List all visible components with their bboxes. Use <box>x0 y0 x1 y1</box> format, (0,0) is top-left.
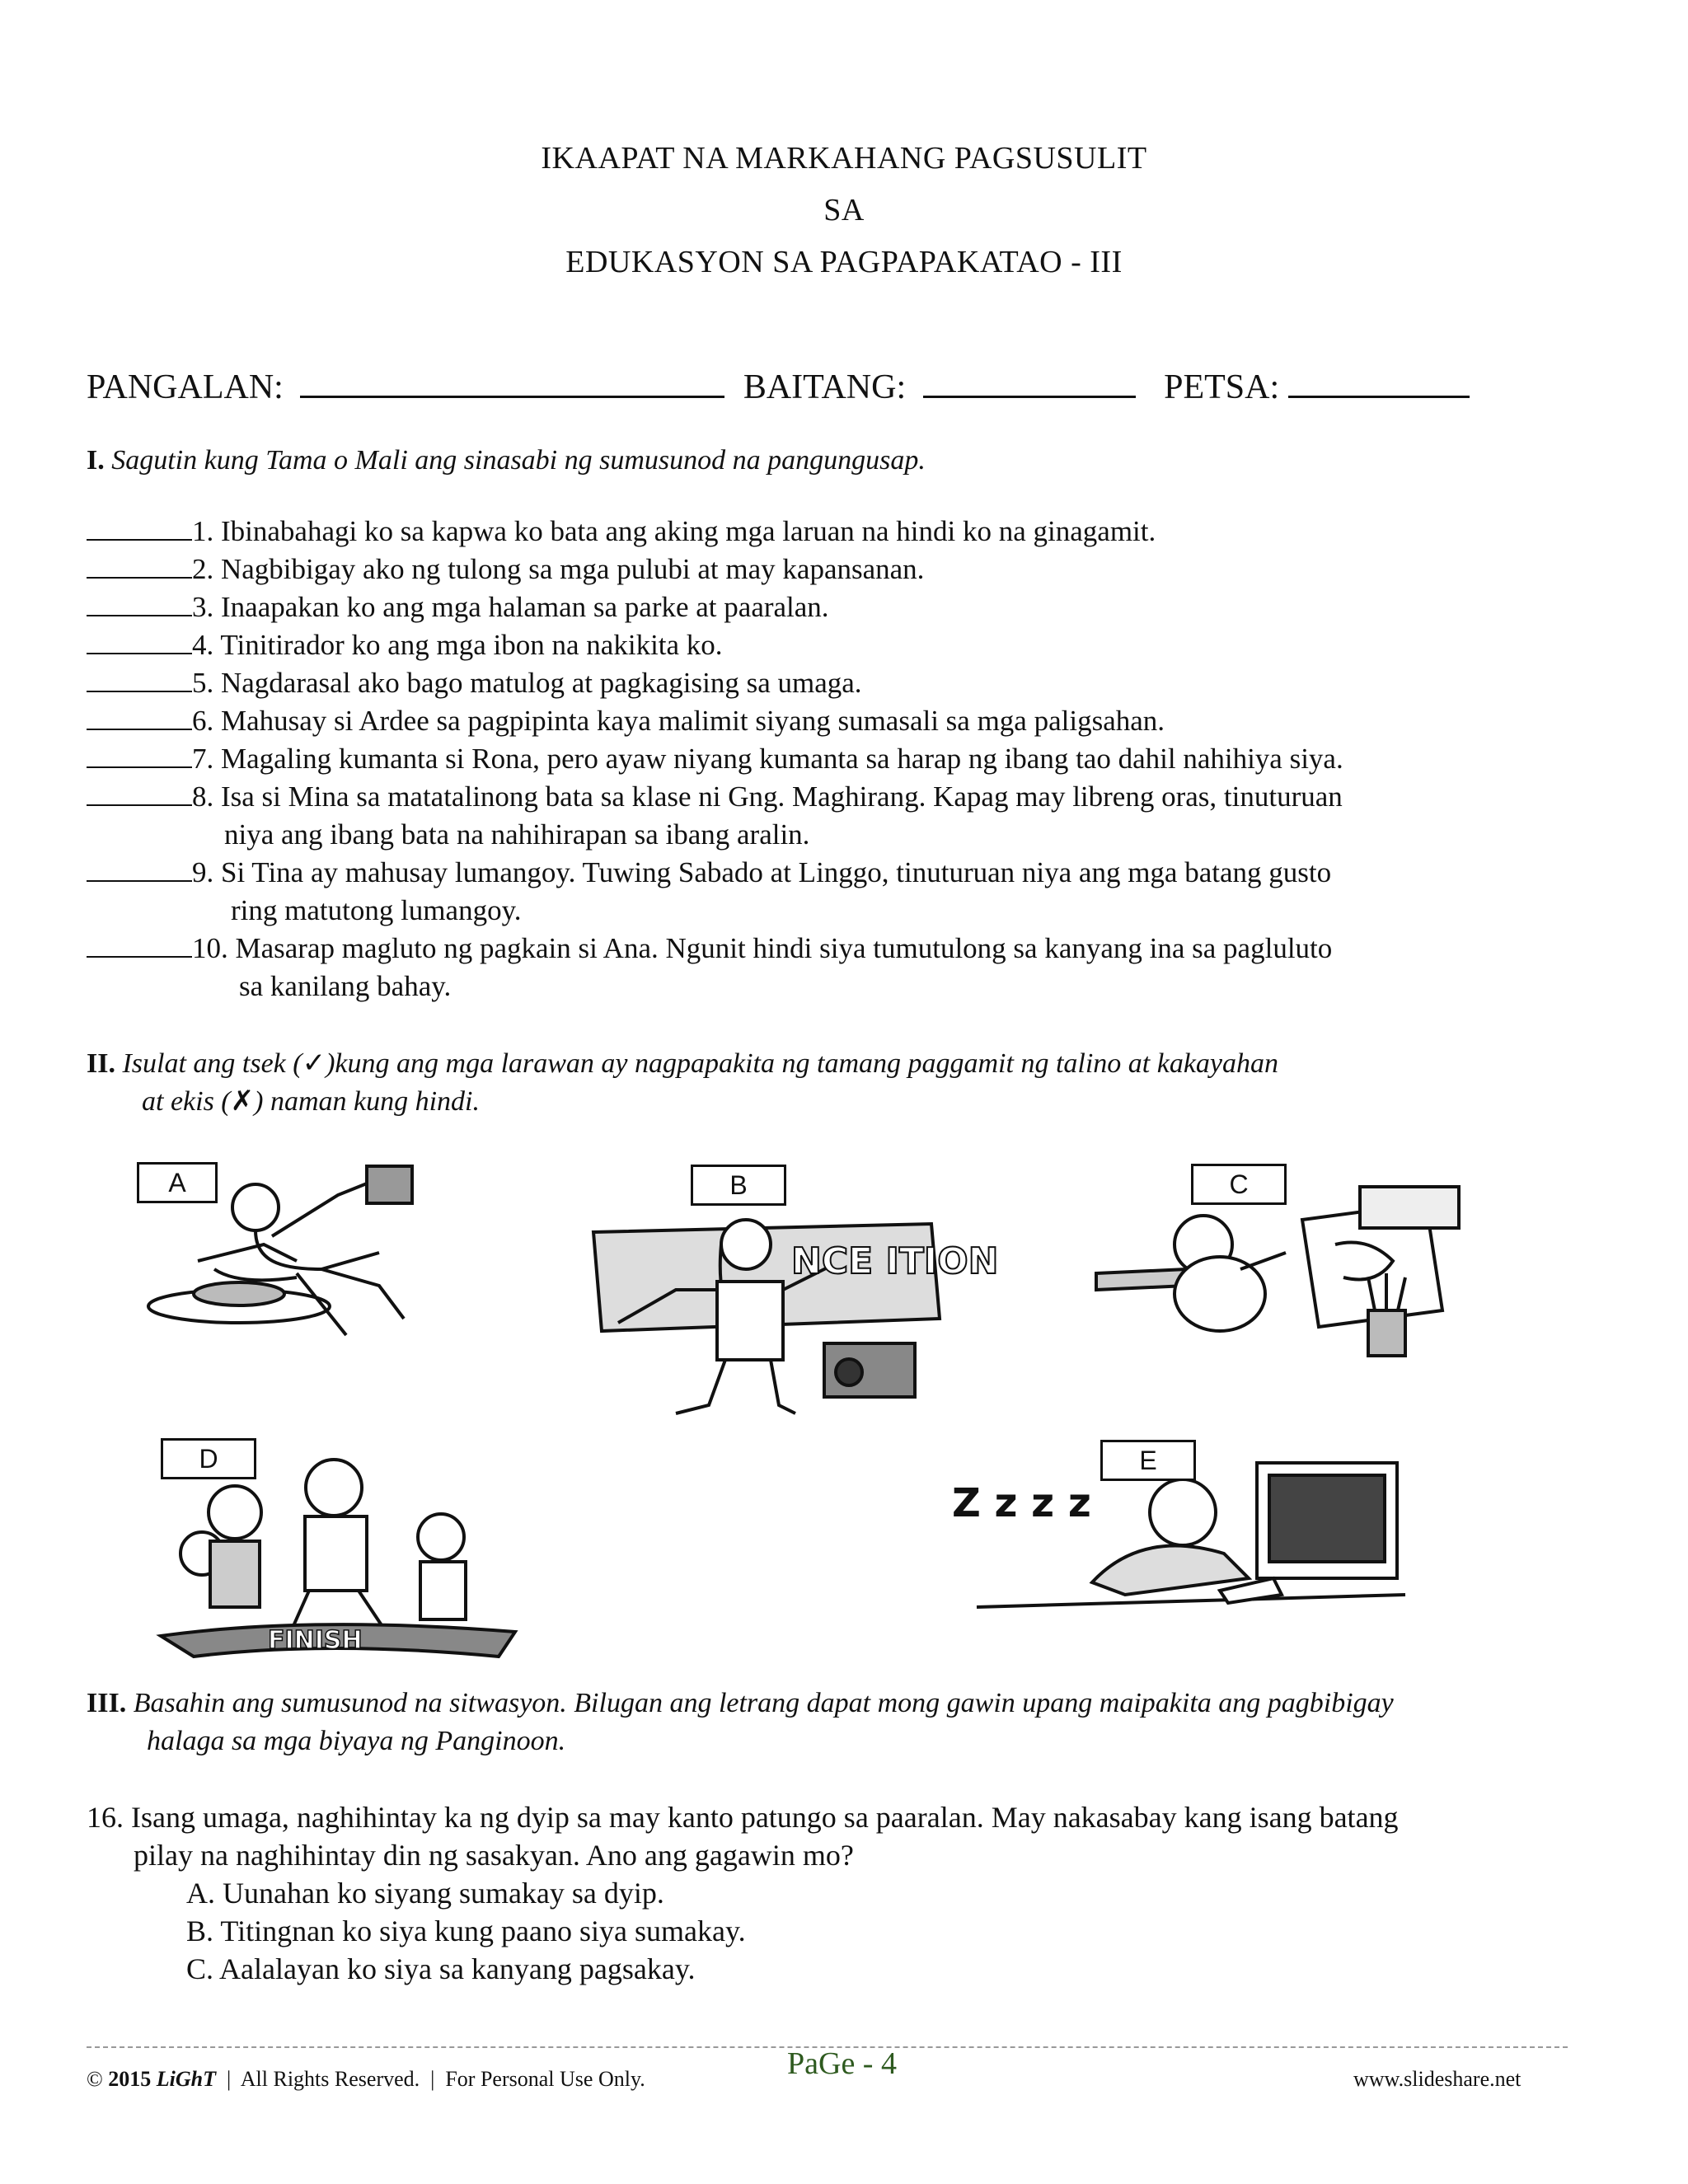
section-3-instruction <box>87 1688 1394 1719</box>
picture-e-label: E <box>1100 1440 1196 1481</box>
question-item <box>87 705 1165 738</box>
name-field[interactable] <box>300 363 724 398</box>
date-label: PETSA: <box>1164 368 1280 406</box>
section-2-text-a: Isulat ang tsek ( <box>122 1048 302 1079</box>
picture-b-label: B <box>691 1165 786 1206</box>
section-2-instruction-cont <box>142 1085 480 1118</box>
question-text: 6. Mahusay si Ardee sa pagpipinta kaya malimit siyang sumasali sa mga paligsahan. <box>192 705 1165 737</box>
student-info-row <box>87 363 1470 407</box>
title-line-3: EDUKASYON SA PAGPAPAKATAO - III <box>565 245 1123 279</box>
check-mark-icon: ✓ <box>302 1047 326 1080</box>
question-item <box>87 515 1156 548</box>
section-3-text: Basahin ang sumusunod na sitwasyon. Bilugan ang letrang dapat mong gawin upang maipakita ang pagbibigay <box>133 1688 1394 1718</box>
question-continuation: sa kanilang bahay. <box>239 970 452 1002</box>
section-1-instruction <box>87 445 926 476</box>
question-item <box>87 553 924 586</box>
footer-brand: LiGhT <box>156 2067 216 2091</box>
cross-mark-icon: ✗ <box>230 1085 255 1118</box>
footer-copyright <box>87 2067 645 2092</box>
picture-c <box>1096 1162 1475 1360</box>
question-item <box>87 667 862 700</box>
answer-blank[interactable] <box>87 554 192 579</box>
picture-d-label: D <box>161 1438 256 1479</box>
question-text: 8. Isa si Mina sa matatalinong bata sa klase ni Gng. Maghirang. Kapag may libreng oras, tinuturuan <box>192 780 1343 813</box>
copyright-icon: © <box>87 2067 103 2091</box>
question-text: 3. Inaapakan ko ang mga halaman sa parke at paaralan. <box>192 591 829 623</box>
section-2-text-c: at ekis ( <box>142 1086 231 1117</box>
section-1-number: I. <box>87 445 105 476</box>
footer-year: 2015 <box>108 2067 157 2091</box>
choice-a[interactable]: A. Uunahan ko siyang sumakay sa dyip. <box>186 1877 664 1910</box>
section-2-text-b: )kung ang mga larawan ay nagpapakita ng tamang paggamit ng talino at kakayahan <box>326 1048 1279 1079</box>
choice-c[interactable]: C. Aalalayan ko siya sa kanyang pagsakay. <box>186 1952 696 1985</box>
answer-blank[interactable] <box>87 743 192 768</box>
answer-blank[interactable] <box>87 705 192 730</box>
sleep-zzz-text: Z z z z <box>952 1480 1091 1526</box>
section-2-number: II. <box>87 1048 115 1079</box>
picture-e <box>894 1438 1414 1624</box>
footer-site: www.slideshare.net <box>1353 2067 1522 2091</box>
question-text: 5. Nagdarasal ako bago matulog at pagkagising sa umaga. <box>192 667 862 699</box>
title-line-2: SA <box>823 193 865 227</box>
answer-blank[interactable] <box>87 933 192 958</box>
choice-b[interactable]: B. Titingnan ko siya kung paano siya sumakay. <box>186 1915 746 1947</box>
answer-blank[interactable] <box>87 668 192 692</box>
question-continuation: ring matutong lumangoy. <box>231 894 522 926</box>
question-16: 16. Isang umaga, naghihintay ka ng dyip sa may kanto patungo sa paaralan. May nakasabay kang isang batang <box>87 1801 1399 1834</box>
question-text: 1. Ibinabahagi ko sa kapwa ko bata ang aking mga laruan na hindi ko na ginagamit. <box>192 515 1156 547</box>
question-text: 2. Nagbibigay ako ng tulong sa mga pulubi at may kapansanan. <box>192 553 925 585</box>
answer-blank[interactable] <box>87 516 192 541</box>
banner-d-text: FINISH <box>268 1626 363 1655</box>
question-continuation: niya ang ibang bata na nahihirapan sa ibang aralin. <box>224 818 810 851</box>
picture-a <box>132 1162 495 1343</box>
question-16-cont: pilay na naghihintay din ng sasakyan. Ano ang gagawin mo? <box>134 1839 854 1872</box>
answer-blank[interactable] <box>87 857 192 882</box>
picture-b <box>585 1166 999 1422</box>
title-line-1: IKAAPAT NA MARKAHANG PAGSUSULIT <box>541 141 1147 176</box>
banner-b-text: NCE ITION <box>791 1240 999 1282</box>
section-3-number: III. <box>87 1688 127 1718</box>
picture-a-label: A <box>137 1162 218 1203</box>
answer-blank[interactable] <box>87 592 192 616</box>
section-1-text: Sagutin kung Tama o Mali ang sinasabi ng sumusunod na pangungusap. <box>111 445 926 476</box>
name-label: PANGALAN: <box>87 368 284 406</box>
footer-rights: | All Rights Reserved. | For Personal Use Only. <box>216 2067 645 2091</box>
question-item <box>87 591 829 624</box>
question-text: 7. Magaling kumanta si Rona, pero ayaw niyang kumanta sa harap ng ibang tao dahil nahihiya siya. <box>192 743 1343 775</box>
question-item <box>87 743 1343 776</box>
answer-blank[interactable] <box>87 630 192 654</box>
section-2-instruction <box>87 1047 1278 1080</box>
picture-c-label: C <box>1191 1164 1287 1205</box>
question-item <box>87 780 1343 813</box>
section-3-text-cont: halaga sa mga biyaya ng Panginoon. <box>147 1726 566 1756</box>
section-3-instruction-cont <box>147 1726 565 1757</box>
picture-d <box>144 1438 532 1661</box>
question-item <box>87 932 1332 965</box>
answer-blank[interactable] <box>87 781 192 806</box>
section-2-text-d: ) naman kung hindi. <box>254 1086 480 1117</box>
question-text: 10. Masarap magluto ng pagkain si Ana. Ngunit hindi siya tumutulong sa kanyang ina sa pagluluto <box>192 932 1333 964</box>
question-text: 4. Tinitirador ko ang mga ibon na nakikita ko. <box>192 629 723 661</box>
grade-field[interactable] <box>923 363 1136 398</box>
question-item <box>87 629 723 662</box>
page-number: PaGe - 4 <box>787 2046 897 2081</box>
question-item <box>87 856 1331 889</box>
date-field[interactable] <box>1288 363 1470 398</box>
grade-label: BAITANG: <box>743 368 907 406</box>
question-text: 9. Si Tina ay mahusay lumangoy. Tuwing Sabado at Linggo, tinuturuan niya ang mga batang gusto <box>192 856 1332 888</box>
